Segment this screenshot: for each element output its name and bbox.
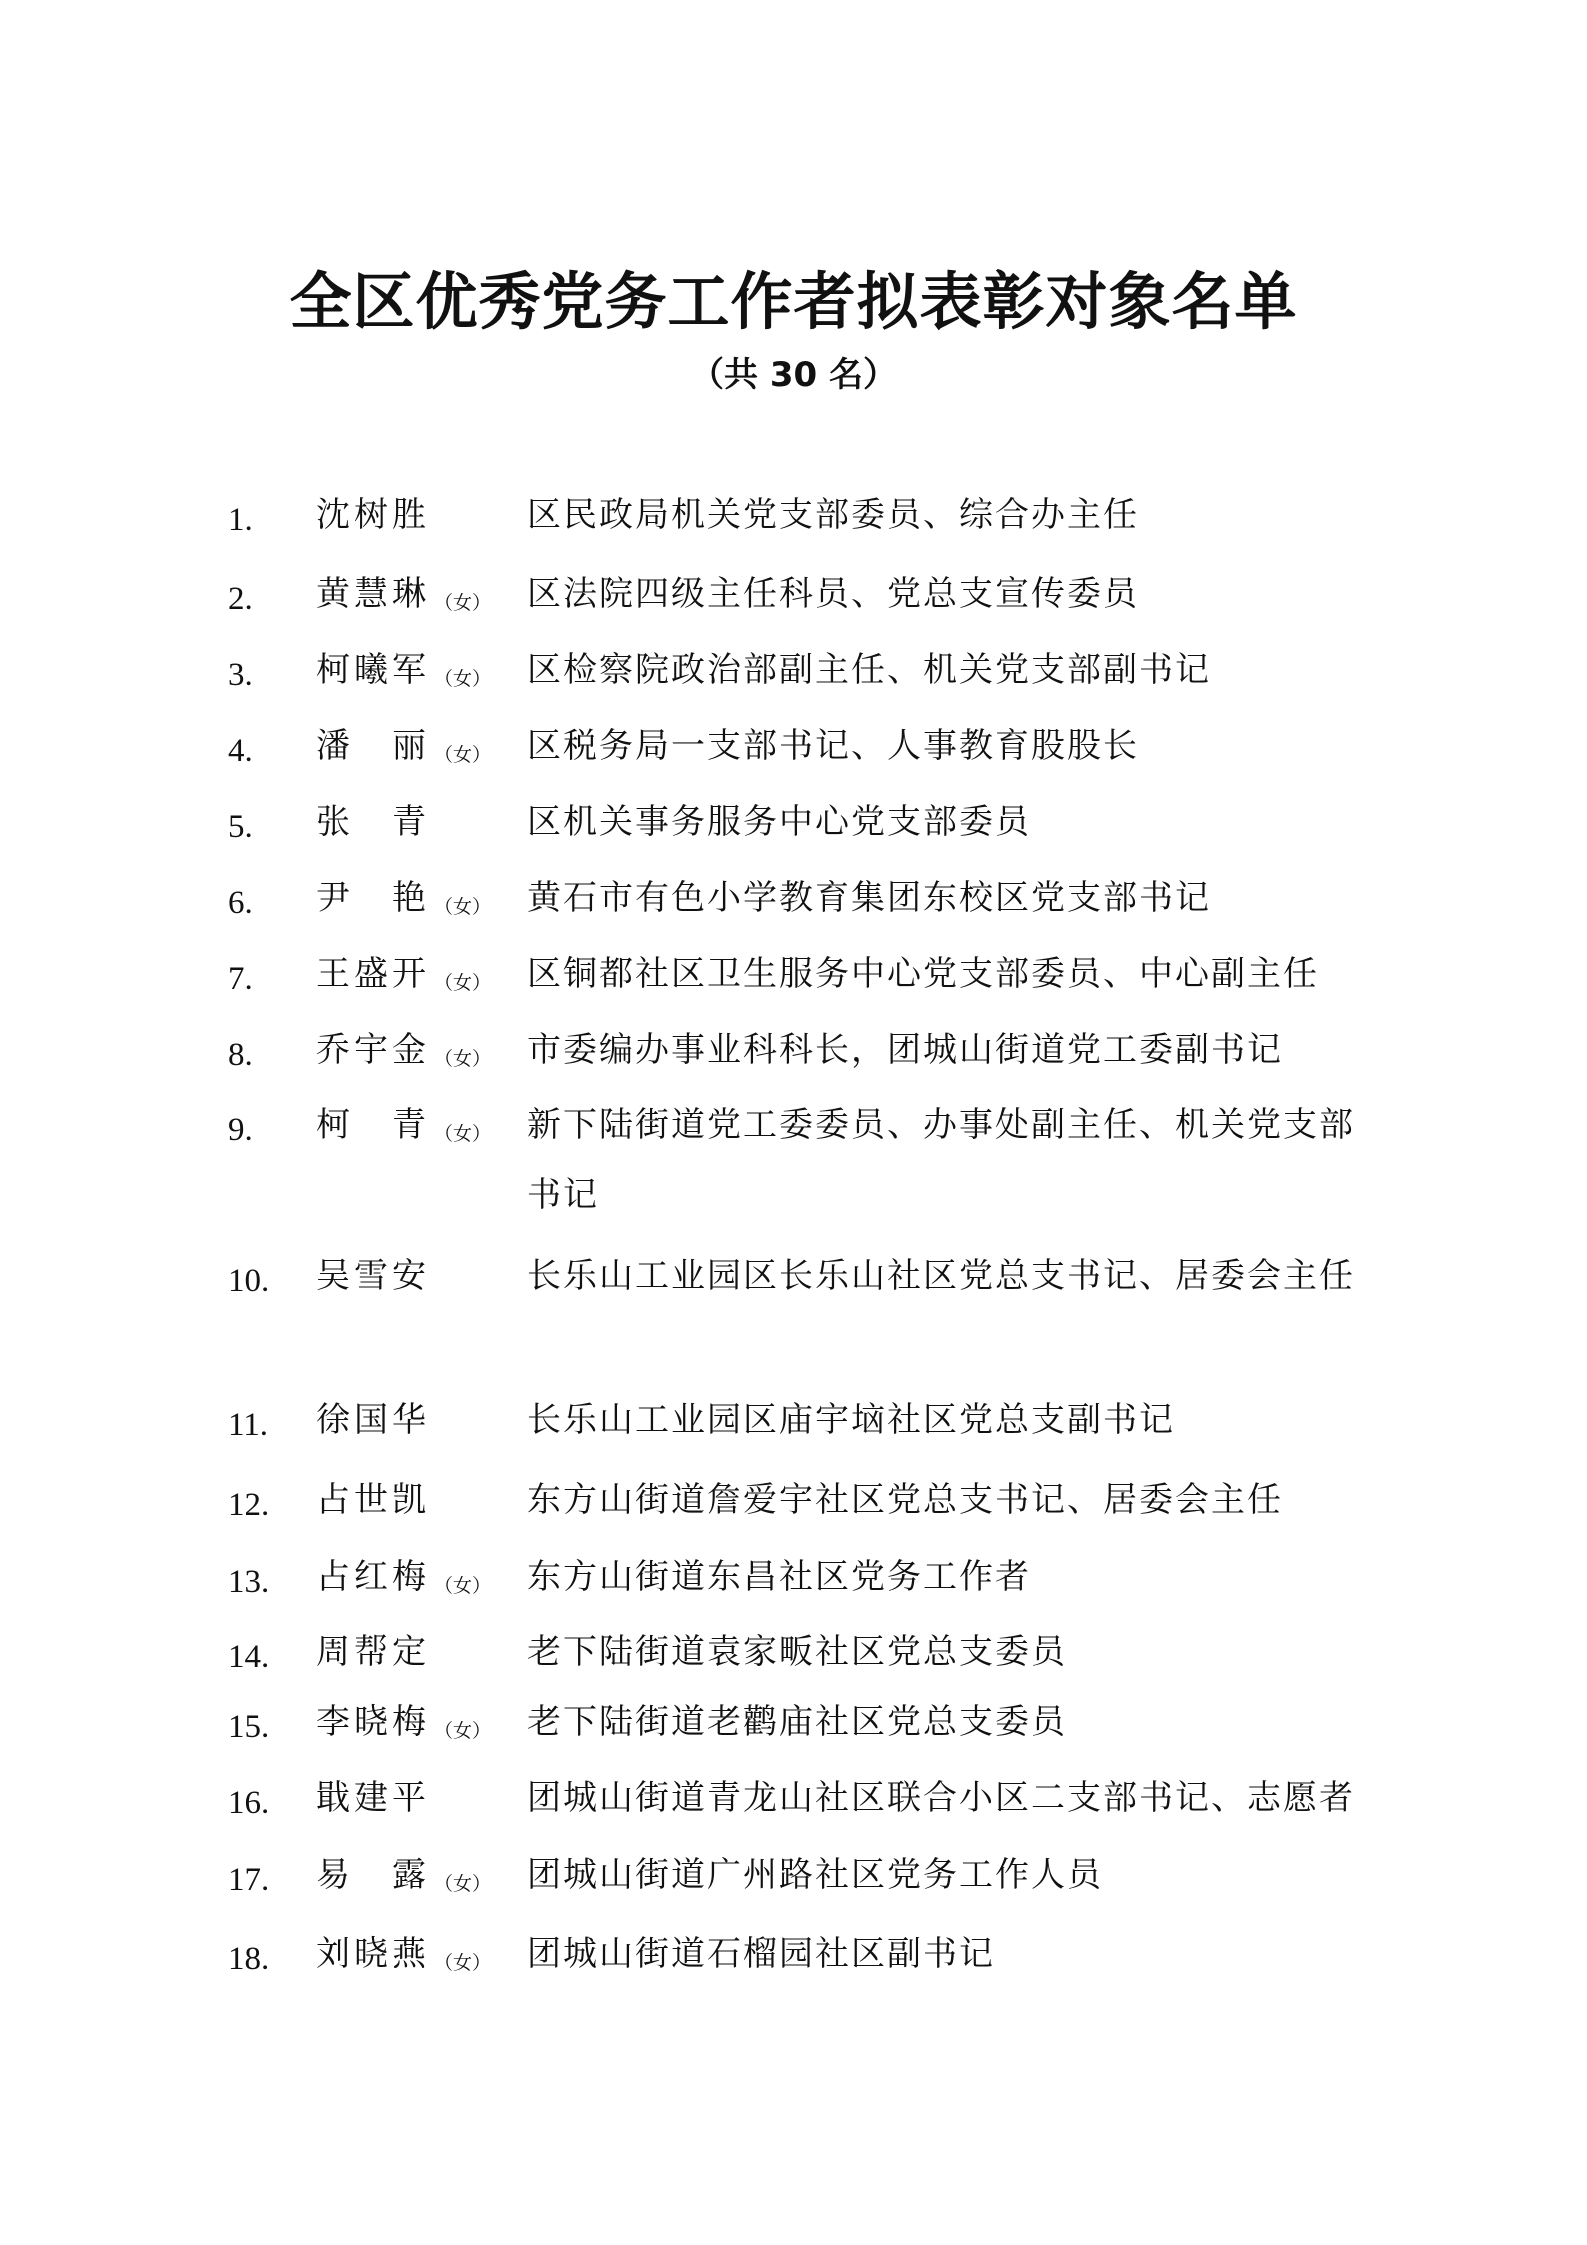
name-text: 刘晓燕	[316, 1934, 430, 1974]
entry-role: 老下陆街道袁家畈社区党总支委员	[527, 1632, 1067, 1672]
page-subtitle: （共 30 名）	[690, 355, 897, 395]
entry-role: 东方山街道詹爱宇社区党总支书记、居委会主任	[527, 1480, 1283, 1520]
page-title: 全区优秀党务工作者拟表彰对象名单	[289, 265, 1298, 338]
gender-note: （女）	[434, 1048, 492, 1070]
gender-note: （女）	[434, 896, 492, 918]
entry-name	[316, 645, 516, 704]
name-text: 王盛开	[316, 954, 430, 994]
entry-role: 黄石市有色小学教育集团东校区党支部书记	[527, 878, 1211, 918]
entry-role: 团城山街道广州路社区党务工作人员	[527, 1855, 1103, 1895]
name-text: 柯曦军	[316, 650, 430, 690]
name-text: 易 露	[316, 1855, 430, 1895]
name-text: 占世凯	[316, 1480, 430, 1520]
entry-number: 5.	[228, 809, 253, 845]
entry-name	[316, 949, 516, 1008]
name-text: 沈树胜	[316, 495, 430, 535]
entry-role: 市委编办事业科科长，团城山街道党工委副书记	[527, 1030, 1283, 1070]
entry-number: 9.	[228, 1112, 253, 1148]
entry-number: 17.	[228, 1862, 270, 1898]
entry-name	[316, 1475, 516, 1534]
entry-name	[316, 1850, 516, 1909]
entry-role: 区法院四级主任科员、党总支宣传委员	[527, 574, 1139, 614]
entry-name	[316, 1100, 516, 1159]
gender-note: （女）	[434, 1952, 492, 1974]
entry-number: 10.	[228, 1263, 270, 1299]
entry-number: 1.	[228, 502, 253, 538]
entry-number: 8.	[228, 1037, 253, 1073]
entry-role: 区机关事务服务中心党支部委员	[527, 802, 1031, 842]
entry-role: 区检察院政治部副主任、机关党支部副书记	[527, 650, 1211, 690]
entry-number: 18.	[228, 1941, 270, 1977]
gender-note: （女）	[434, 972, 492, 994]
name-text: 周帮定	[316, 1632, 430, 1672]
gender-note: （女）	[434, 1720, 492, 1742]
entry-number: 14.	[228, 1639, 270, 1675]
entry-name	[316, 873, 516, 932]
entry-number: 6.	[228, 885, 253, 921]
gender-note: （女）	[434, 1873, 492, 1895]
entry-name	[316, 1552, 516, 1611]
entry-name	[316, 1697, 516, 1756]
entry-number: 13.	[228, 1564, 270, 1600]
entry-role: 长乐山工业园区长乐山社区党总支书记、居委会主任	[527, 1256, 1355, 1296]
entry-name	[316, 797, 516, 856]
entry-name	[316, 721, 516, 780]
entry-role: 区民政局机关党支部委员、综合办主任	[527, 495, 1139, 535]
entry-name	[316, 490, 516, 549]
entry-role: 团城山街道石榴园社区副书记	[527, 1934, 995, 1974]
gender-note: （女）	[434, 668, 492, 690]
entry-number: 11.	[228, 1407, 269, 1443]
entry-role: 团城山街道青龙山社区联合小区二支部书记、志愿者	[527, 1778, 1355, 1818]
gender-note: （女）	[434, 1575, 492, 1597]
entry-name	[316, 1395, 516, 1454]
name-text: 徐国华	[316, 1400, 430, 1440]
name-text: 柯 青	[316, 1105, 430, 1145]
entry-number: 12.	[228, 1487, 270, 1523]
name-text: 戢建平	[316, 1778, 430, 1818]
entry-number: 3.	[228, 657, 253, 693]
entry-name	[316, 1251, 516, 1310]
name-text: 乔宇金	[316, 1030, 430, 1070]
entry-number: 15.	[228, 1709, 270, 1745]
entry-name	[316, 1627, 516, 1686]
name-text: 吴雪安	[316, 1256, 430, 1296]
entry-role: 长乐山工业园区庙宇垴社区党总支副书记	[527, 1400, 1175, 1440]
name-text: 黄慧琳	[316, 574, 430, 614]
entry-role: 区铜都社区卫生服务中心党支部委员、中心副主任	[527, 954, 1319, 994]
entry-name	[316, 1773, 516, 1832]
name-text: 潘 丽	[316, 726, 430, 766]
entry-name	[316, 1929, 516, 1988]
entry-number: 16.	[228, 1785, 270, 1821]
gender-note: （女）	[434, 592, 492, 614]
entry-number: 4.	[228, 733, 253, 769]
entry-name	[316, 1025, 516, 1084]
gender-note: （女）	[434, 744, 492, 766]
entry-number: 7.	[228, 961, 253, 997]
name-text: 张 青	[316, 802, 430, 842]
name-text: 占红梅	[316, 1557, 430, 1597]
name-text: 李晓梅	[316, 1702, 430, 1742]
entry-role: 新下陆街道党工委委员、办事处副主任、机关党支部书记	[527, 1105, 1355, 1215]
entry-role: 老下陆街道老鹳庙社区党总支委员	[527, 1702, 1067, 1742]
gender-note: （女）	[434, 1123, 492, 1145]
entry-number: 2.	[228, 581, 253, 617]
entry-role: 东方山街道东昌社区党务工作者	[527, 1557, 1031, 1597]
entry-role: 区税务局一支部书记、人事教育股股长	[527, 726, 1139, 766]
name-text: 尹 艳	[316, 878, 430, 918]
entry-name	[316, 569, 516, 628]
